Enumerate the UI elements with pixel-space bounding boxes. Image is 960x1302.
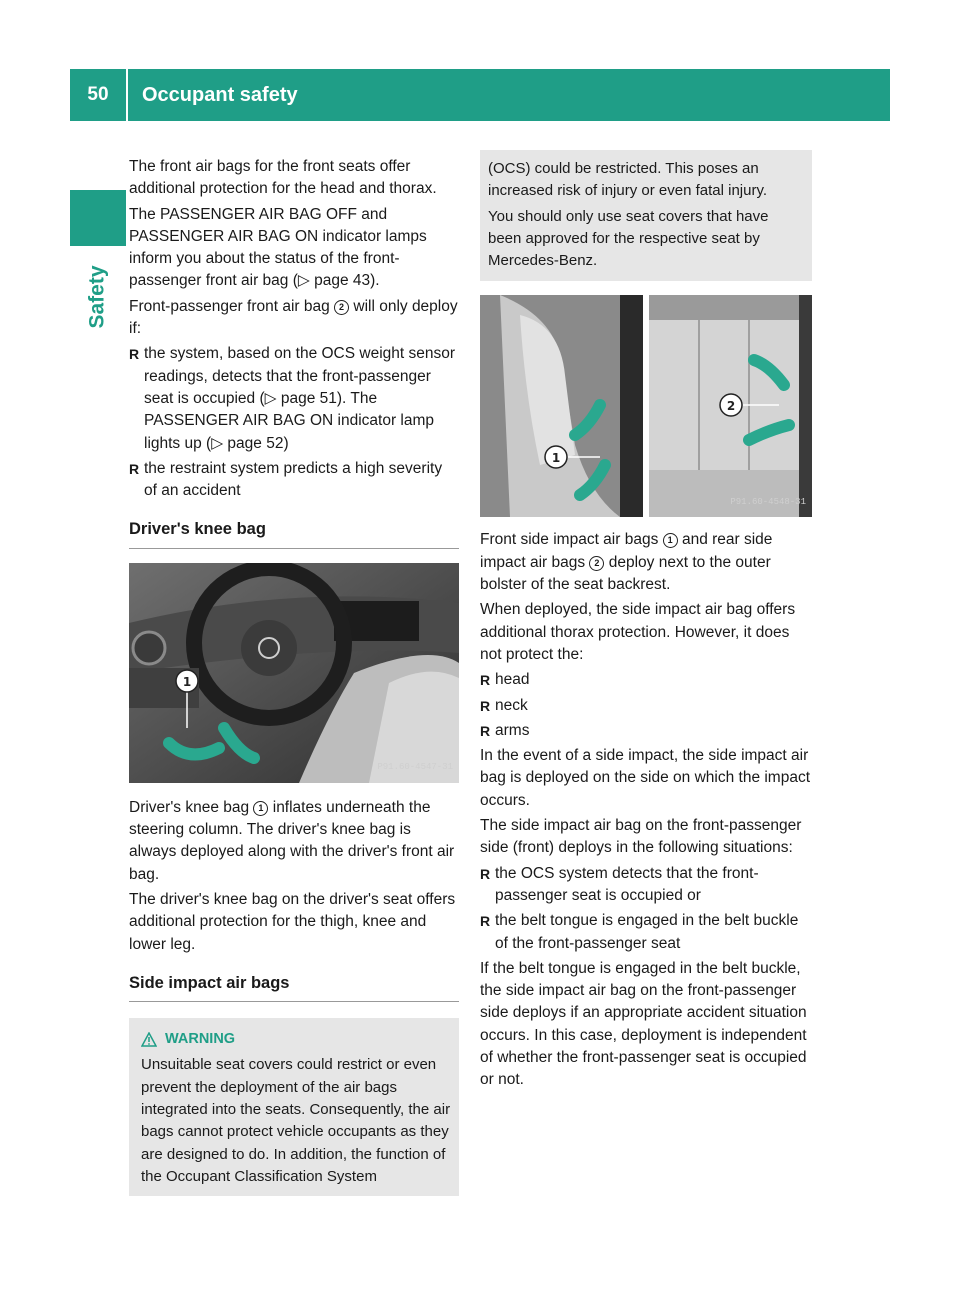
side-airbag-illustration [480, 295, 812, 517]
list-item: R head [480, 669, 812, 691]
list-item: R the restraint system predicts a high severity of an accident [129, 458, 459, 503]
callout-1: 1 [551, 451, 561, 466]
header-divider [126, 69, 128, 121]
text: will only deploy if: [129, 297, 458, 338]
section-tab [68, 262, 128, 332]
text: and rear side impact air bags [480, 531, 773, 571]
heading-knee-bag: Driver's knee bag [129, 518, 459, 548]
callout-2: 2 [726, 399, 736, 414]
paragraph: The side impact air bag on the front-passenger side (front) deploys in the following situations: [480, 817, 802, 857]
section-label: Safety [86, 265, 109, 329]
chapter-title: Occupant safety [142, 83, 298, 106]
text: inflates underneath the steering column. The driver's knee bag is always deployed along with the driver's front air bag. [129, 798, 455, 883]
figure-reference: P91.60-4547-31 [377, 762, 453, 773]
list-item: R the OCS system detects that the front-passenger seat is occupied or [480, 863, 812, 908]
paragraph: (OCS) could be restricted. This poses an increased risk of injury or even fatal injury. [488, 160, 768, 200]
paragraph: The front air bags for the front seats offer additional protection for the head and thorax. [129, 158, 437, 198]
text: Driver's knee bag [129, 798, 254, 816]
paragraph: If the belt tongue is engaged in the belt buckle, the side impact air bag on the front-passenger side deploys if an appropriate accident situation occurs. In this case, deployment is independent of whether the front-passenger seat is occupied or not. [480, 959, 807, 1089]
list-item: R the belt tongue is engaged in the belt buckle of the front-passenger seat [480, 910, 812, 955]
paragraph [480, 529, 812, 596]
heading-side-impact: Side impact air bags [129, 972, 459, 1002]
right-column [480, 156, 812, 1095]
warning-title [141, 1028, 451, 1050]
callout-1: 1 [253, 801, 268, 816]
warning-box [129, 1018, 459, 1196]
callout-1: 1 [663, 533, 678, 548]
warning-label: WARNING [165, 1031, 236, 1048]
callout-2: 2 [589, 556, 604, 571]
left-column [129, 156, 459, 1196]
paragraph [129, 296, 459, 341]
paragraph: The driver's knee bag on the driver's seat offers additional protection for the thigh, knee and lower leg. [129, 890, 456, 953]
paragraph [129, 797, 459, 886]
dashboard-image [129, 563, 459, 783]
section-marker [70, 190, 126, 246]
warning-triangle-icon [141, 1032, 157, 1047]
page-number: 50 [87, 84, 109, 105]
paragraph: The PASSENGER AIR BAG OFF and PASSENGER AIR BAG ON indicator lamps inform you about the status of the front-passenger front air bag (▷ page 43). [129, 205, 427, 290]
figure-reference: P91.60-4548-31 [730, 497, 806, 508]
warning-continuation [480, 150, 812, 281]
warning-text: Unsuitable seat covers could restrict or even prevent the deployment of the air bags integrated into the seats. Consequently, the air bags cannot protect vehicle occupants as they are designed to do. In addition, the function of the Occupant Classification System [141, 1056, 451, 1185]
front-seat-image [480, 295, 643, 517]
list-item: R arms [480, 720, 812, 742]
callout-2: 2 [334, 300, 349, 315]
list-item: R the system, based on the OCS weight sensor readings, detects that the front-passenger seat is occupied (▷ page 51). The PASSENGER AIR BAG ON indicator lamp lights up (▷ page 52) [129, 343, 459, 454]
text: Front-passenger front air bag [129, 297, 335, 315]
knee-bag-illustration [129, 563, 459, 783]
text: deploy next to the outer bolster of the seat backrest. [480, 553, 771, 594]
rear-seat-image [649, 295, 812, 517]
paragraph: You should only use seat covers that have been approved for the respective seat by Mercedes-Benz. [488, 207, 769, 270]
paragraph: When deployed, the side impact air bag offers additional thorax protection. However, it does not protect the: [480, 601, 796, 663]
list-item: R neck [480, 695, 812, 717]
text: Front side impact air bags [480, 531, 663, 549]
callout-1: 1 [182, 674, 192, 689]
paragraph: In the event of a side impact, the side impact air bag is deployed on the side on which the impact occurs. [480, 747, 811, 809]
